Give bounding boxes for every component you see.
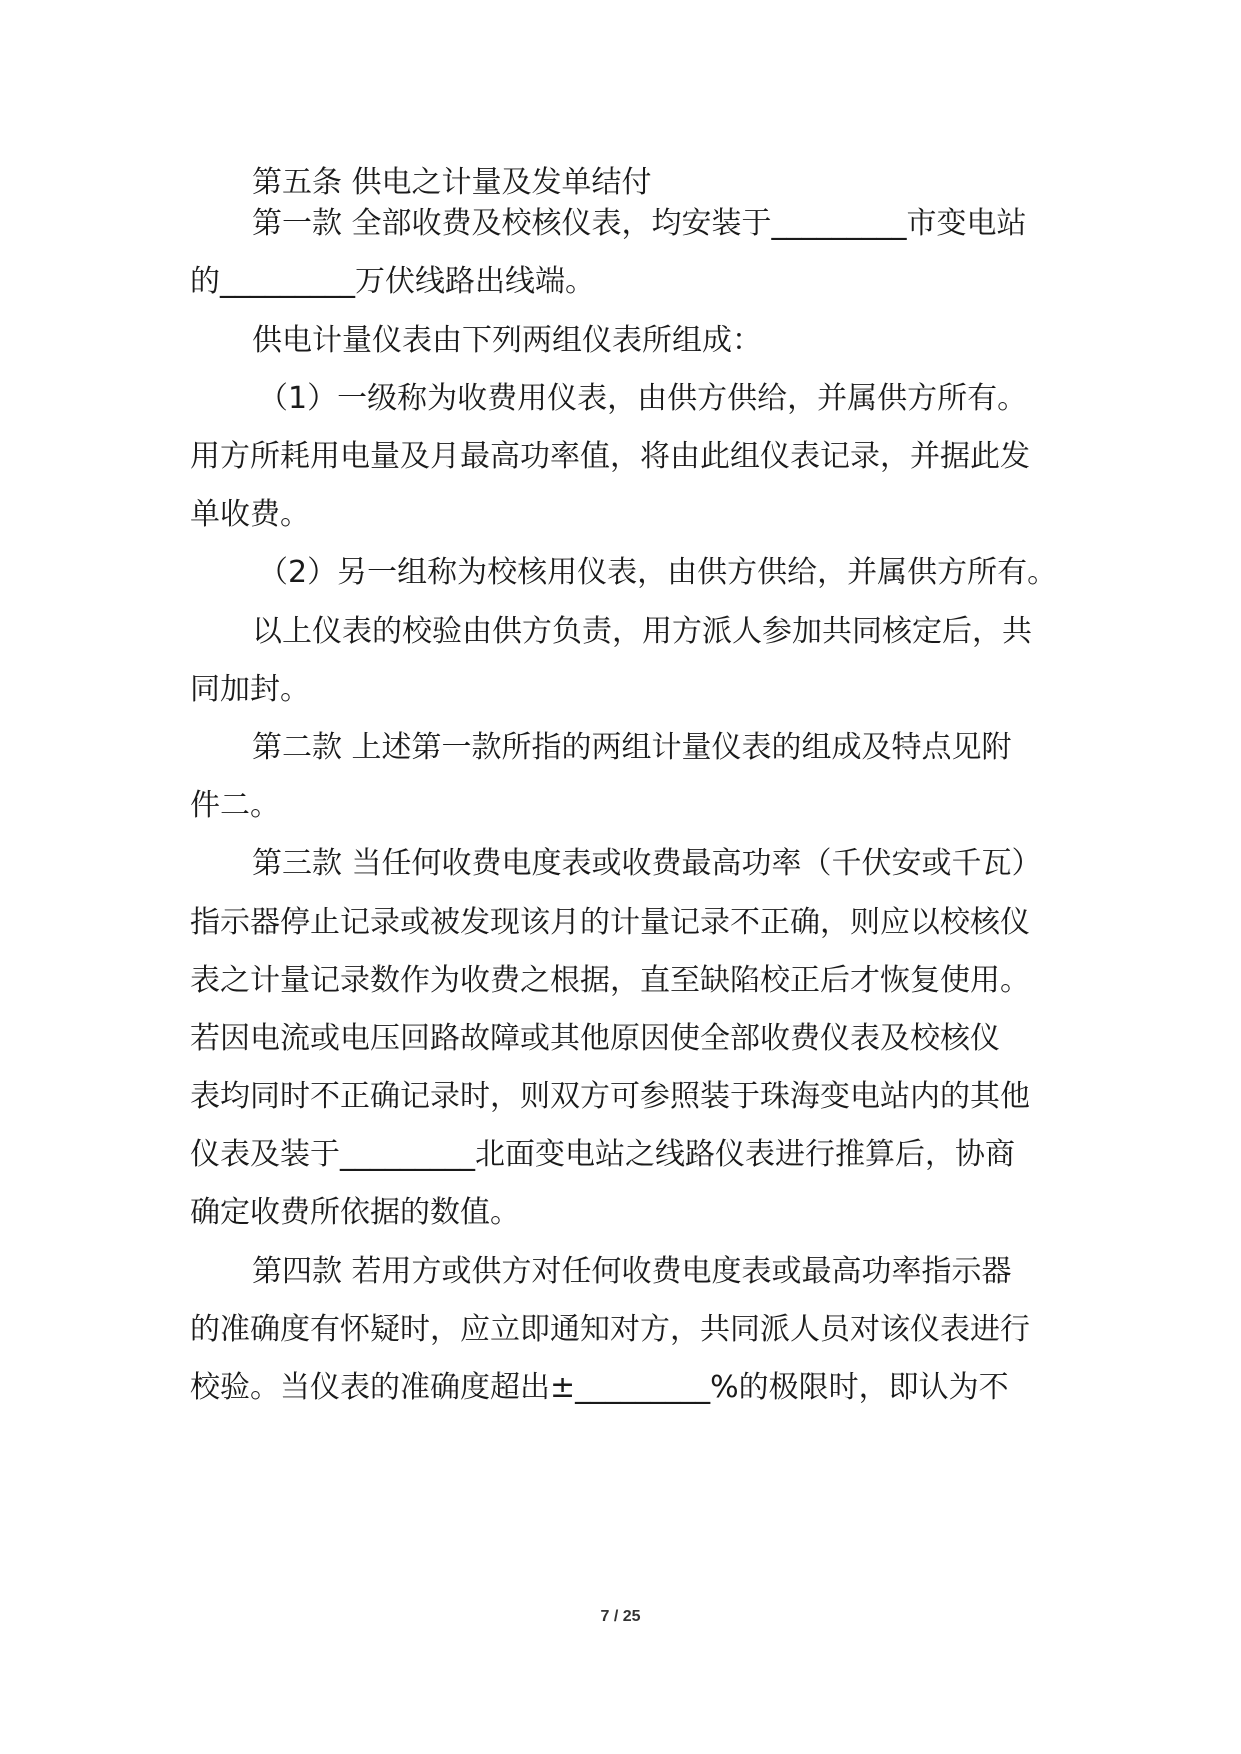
paragraph-line: 单收费。 xyxy=(190,497,310,532)
paragraph-line: 用方所耗用电量及月最高功率值，将由此组仪表记录，并据此发 xyxy=(190,439,1030,474)
paragraph-line: 表均同时不正确记录时，则双方可参照装于珠海变电站内的其他 xyxy=(190,1079,1030,1114)
paragraph-line: 第三款 当任何收费电度表或收费最高功率（千伏安或千瓦） xyxy=(252,846,1042,881)
paragraph-line: （1）一级称为收费用仪表，由供方供给，并属供方所有。 xyxy=(258,381,1028,416)
paragraph-line: 同加封。 xyxy=(190,672,310,707)
paragraph-line: 件二。 xyxy=(190,788,280,823)
paragraph-line: 以上仪表的校验由供方负责，用方派人参加共同核定后，共 xyxy=(252,614,1032,649)
paragraph-line: （2）另一组称为校核用仪表，由供方供给，并属供方所有。 xyxy=(258,555,1058,590)
paragraph-line: 第一款 全部收费及校核仪表，均安装于_________市变电站 xyxy=(252,206,1027,241)
paragraph-line: 指示器停止记录或被发现该月的计量记录不正确，则应以校核仪 xyxy=(190,905,1030,940)
paragraph-line: 校验。当仪表的准确度超出±_________%的极限时，即认为不 xyxy=(190,1370,1009,1405)
page-number: 7 / 25 xyxy=(600,1608,641,1625)
paragraph-line: 第二款 上述第一款所指的两组计量仪表的组成及特点见附 xyxy=(252,730,1012,765)
paragraph-line: 第四款 若用方或供方对任何收费电度表或最高功率指示器 xyxy=(252,1254,1012,1289)
article-heading: 第五条 供电之计量及发单结付 xyxy=(252,165,652,200)
paragraph-line: 表之计量记录数作为收费之根据，直至缺陷校正后才恢复使用。 xyxy=(190,963,1030,998)
paragraph-line: 仪表及装于_________北面变电站之线路仪表进行推算后，协商 xyxy=(190,1137,1015,1172)
paragraph-line: 确定收费所依据的数值。 xyxy=(190,1195,520,1230)
paragraph-line: 供电计量仪表由下列两组仪表所组成： xyxy=(252,323,762,358)
paragraph-line: 若因电流或电压回路故障或其他原因使全部收费仪表及校核仪 xyxy=(190,1021,1000,1056)
paragraph-line: 的_________万伏线路出线端。 xyxy=(190,264,595,299)
paragraph-line: 的准确度有怀疑时，应立即通知对方，共同派人员对该仪表进行 xyxy=(190,1312,1030,1347)
